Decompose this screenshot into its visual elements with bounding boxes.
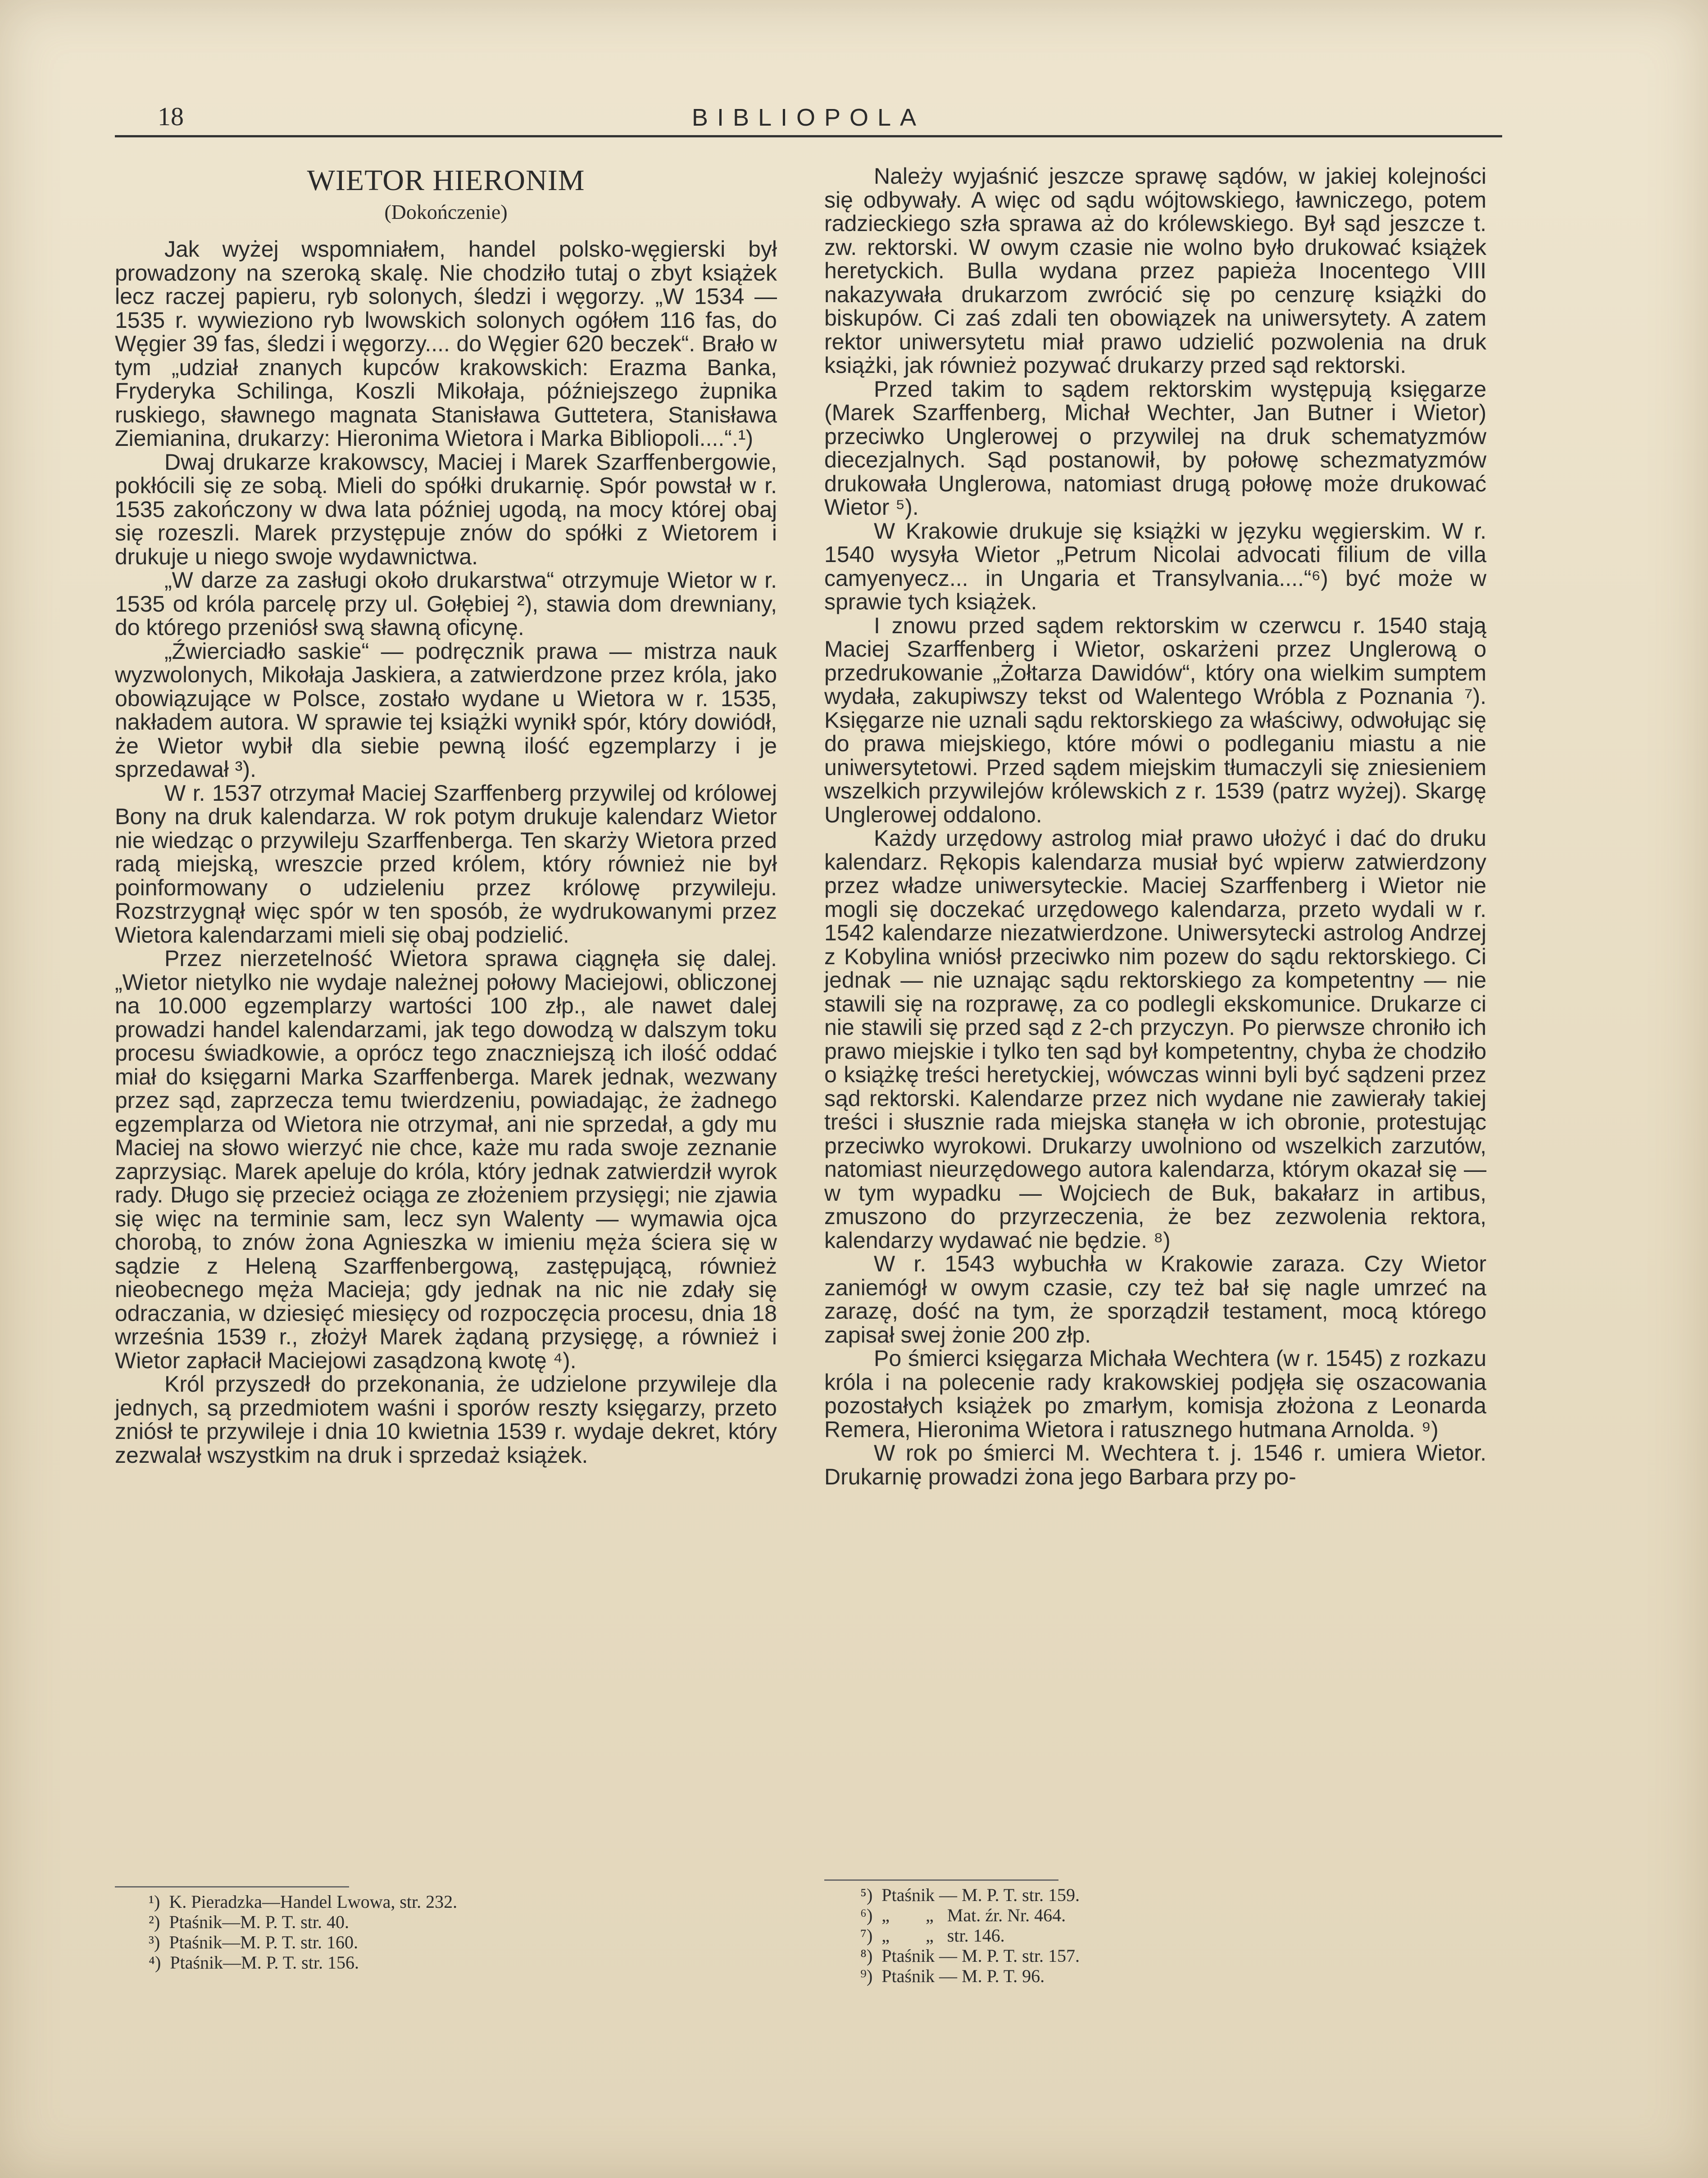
footnote: ³) Ptaśnik—M. P. T. str. 160. (149, 1932, 359, 1952)
paragraph: I znowu przed sądem rektorskim w czerwcu r. 1540 stają Maciej Szarffenberg i Wietor, oskarżeni przez Unglerową o przedrukowanie „Żołtarza Dawidów“, który ona wielkim sumptem wydała, zakupiwszy tekst od Walentego Wróbla z Poznania ⁷). Księgarze nie uznali sądu rektorskiego za właściwy, odwołując się do prawa miejskiego, które mówi o podleganiu miastu a nie uniwersytetowi. Przed sądem miejskim tłumaczyli się zniesieniem wszelkich przywilejów królewskich z r. 1539 (patrz wyżej). Skargę Unglerowej oddalono. (824, 613, 1486, 827)
running-title: BIBLIOPOLA (691, 104, 926, 131)
paragraph: Jak wyżej wspomniałem, handel polsko-węgierski był prowadzony na szeroką skalę. Nie chodziło tutaj o zbyt książek lecz raczej papieru, ryb solonych, śledzi i węgorzy. „W 1534 — 1535 r. wywieziono ryb lwowskich solonych ogółem 116 fas, do Węgier 39 fas, śledzi i węgorzy.... do Węgier 620 beczek“. Brało w tym „udział znanych kupców krakowskich: Erazma Banka, Fryderyka Schilinga, Koszli Mikołaja, późniejszego żupnika ruskiego, sławnego magnata Stanisława Guttetera, Stanisława Ziemianina, drukarzy: Hieronima Wietora i Marka Bibliopoli....“.¹) (115, 236, 777, 451)
paragraph: W r. 1543 wybuchła w Krakowie zaraza. Czy Wietor zaniemógł w owym czasie, czy też bał się nagle umrzeć na zarazę, dość na tym, że sporządził testament, mocą którego zapisał swej żonie 200 złp. (824, 1251, 1486, 1348)
footnotes-right (860, 1885, 1401, 1986)
paragraph: Przez nierzetelność Wietora sprawa ciągnęła się dalej. „Wietor nietylko nie wydaje należnej połowy Maciejowi, obliczonej na 10.000 egzemplarzy wartości 100 złp., ale nawet dalej prowadzi handel kalendarzami, jak tego dowodzą w dalszym toku procesu świadkowie, a oprócz tego znaczniejszą ich ilość oddać miał do księgarni Marka Szarffenberga. Marek jednak, wezwany przez sąd, zaprzecza temu twierdzeniu, powiadając, że żadnego egzemplarza od Wietora nie otrzymał, ani nie sprzedał, a gdy mu Maciej na słowo wierzyć nie chce, każe mu rada swoje zeznanie zaprzysiąc. Marek apeluje do króla, który jednak zatwierdził wyrok rady. Długo się przecież ociąga ze złożeniem przysięgi; nie zjawia się więc na terminie sam, lecz syn Walenty — wymawia ojca chorobą, to znów żona Agnieszka w imieniu męża ściera się w sądzie z Heleną Szarffenbergową, zastępującą, również nieobecnego męża Macieja; gdy jednak na nic nie zdały się odraczania, w dziesięć miesięcy od rozpoczęcia procesu, dnia 18 września 1539 r., złożył Marek żądaną przysięgę, a również i Wietor zapłacił Maciejowi zasądzoną kwotę ⁴). (115, 946, 777, 1373)
footnote: ²) Ptaśnik—M. P. T. str. 40. (149, 1912, 350, 1932)
footnote: ⁶) „ „ Mat. źr. Nr. 464. (860, 1905, 1066, 1925)
paragraph: W r. 1537 otrzymał Maciej Szarffenberg przywilej od królowej Bony na druk kalendarza. W rok potym drukuje kalendarz Wietor nie wiedząc o przywileju Szarffenberga. Ten skarży Wietora przed radą miejską, wreszcie przed królem, który również nie był poinformowany o udzieleniu przez królowę przywileju. Rozstrzygnął więc spór w ten sposób, że wydrukowanymi przez Wietora kalendarzami mieli się obaj podzielić. (115, 780, 777, 948)
footnote: ¹) K. Pieradzka—Handel Lwowa, str. 232. (149, 1892, 458, 1912)
paragraph: W rok po śmierci M. Wechtera t. j. 1546 r. umiera Wietor. Drukarnię prowadzi żona jego Barbara przy po- (824, 1440, 1486, 1489)
footnote: ⁴) Ptaśnik—M. P. T. str. 156. (149, 1952, 359, 1973)
paragraph: Po śmierci księgarza Michała Wechtera (w r. 1545) z rozkazu króla i na polecenie rady krakowskiej podjęła się oszacowania pozostałych książek po zmarłym, komisja złożona z Leonarda Remera, Hieronima Wietora i ratusznego hutmana Arnolda. ⁹) (824, 1346, 1486, 1442)
footnotes-left (149, 1892, 689, 1973)
footnote: ⁷) „ „ str. 146. (860, 1925, 1005, 1946)
left-column (115, 164, 777, 1467)
page-header (115, 95, 1502, 137)
article-title: WIETOR HIERONIM (307, 164, 585, 197)
article-subtitle: (Dokończenie) (384, 200, 508, 223)
paragraph: Przed takim to sądem rektorskim występują księgarze (Marek Szarffenberg, Michał Wechter, Jan Butner i Wietor) przeciwko Unglerowej o przywilej na druk schematyzmów diecezjalnych. Sąd postanowił, by połowę schezmatyzmów drukowała Unglerowa, natomiast drugą połowę może drukować Wietor ⁵). (824, 376, 1486, 520)
paragraph: Dwaj drukarze krakowscy, Maciej i Marek Szarffenbergowie, pokłócili się ze sobą. Mieli do spółki drukarnię. Spór powstał w r. 1535 zakończony w dwa lata później ugodą, na mocy której obaj się rozeszli. Marek przystępuje znów do spółki z Wietorem i drukuje u niego swoje wydawnictwa. (115, 449, 777, 569)
footnote: ⁹) Ptaśnik — M. P. T. 96. (860, 1966, 1045, 1986)
paragraph: W Krakowie drukuje się książki w języku węgierskim. W r. 1540 wysyła Wietor „Petrum Nicolai advocati filium de villa camyenyecz... in Ungaria et Transylvania....“⁶) być może w sprawie tych książek. (824, 518, 1486, 614)
right-column (824, 164, 1486, 1488)
paragraph: Należy wyjaśnić jeszcze sprawę sądów, w jakiej kolejności się odbywały. A więc od sądu wójtowskiego, ławniczego, potem radzieckiego szła sprawa aż do królewskiego. Był sąd jeszcze t. zw. rektorski. W owym czasie nie wolno było drukować książek heretyckich. Bulla wydana przez papieża Inocentego VIII nakazywała drukarzom zwrócić się po cenzurę książki do biskupów. Ci zaś zdali ten obowiązek na uniwersytety. A zatem rektor uniwersytetu miał prawo udzielić pozwolenia na druk książki, jak również pozywać drukarzy przed sąd rektorski. (824, 163, 1486, 378)
paragraph: Każdy urzędowy astrolog miał prawo ułożyć i dać do druku kalendarz. Rękopis kalendarza musiał być wpierw zatwierdzony przez władze uniwersyteckie. Maciej Szarffenberg i Wietor nie mogli się doczekać urzędowego kalendarza, przeto wydali w r. 1542 kalendarze niezatwierdzone. Uniwersytecki astrolog Andrzej z Kobylina wniósł przeciwko nim pozew do sądu rektorskiego. Ci jednak — nie uznając sądu rektorskiego za kompetentny — nie stawili się na rozprawę, za co podlegli ekskomunice. Drukarze ci nie stawili się przed sąd z 2-ch przyczyn. Po pierwsze chroniło ich prawo miejskie i tylko ten sąd był kompetentny, chyba że chodziło o książkę treści heretyckiej, wówczas winni byli być sądzeni przez sąd rektorski. Kalendarze przez nich wydane nie zawierały takiej treści i słusznie rada miejska stanęła w ich obronie, protestując przeciwko wyrokowi. Drukarzy uwolniono od wszelkich zarzutów, natomiast nieurzędowego autora kalendarza, którym okazał się — w tym wypadku — Wojciech de Buk, bakałarz in artibus, zmuszono do przyrzeczenia, że bez zezwolenia rektora, kalendarzy wydawać nie będzie. ⁸) (824, 826, 1486, 1253)
footnote: ⁸) Ptaśnik — M. P. T. str. 157. (860, 1946, 1080, 1966)
footnote-divider (115, 1886, 349, 1888)
paragraph: Król przyszedł do przekonania, że udzielone przywileje dla jednych, są przedmiotem waśni i sporów reszty księgarzy, przeto zniósł te przywileje i dnia 10 kwietnia 1539 r. wydaje dekret, który zezwalał wszystkim na druk i sprzedaż książek. (115, 1371, 777, 1468)
paragraph: „Źwierciadło saskie“ — podręcznik prawa — mistrza nauk wyzwolonych, Mikołaja Jaskiera, a zatwierdzone przez króla, jako obowiązujące w Polsce, zostało wydane u Wietora w r. 1535, nakładem autora. W sprawie tej książki wynikł spór, który dowiódł, że Wietor wybił dla siebie pewną ilość egzemplarzy i je sprzedawał ³). (115, 638, 777, 782)
footnote-divider (824, 1879, 1058, 1881)
page-number: 18 (158, 102, 184, 131)
paragraph: „W darze za zasługi około drukarstwa“ otrzymuje Wietor w r. 1535 od króla parcelę przy ul. Gołębiej ²), stawia dom drewniany, do którego przeniósł swą sławną oficynę. (115, 567, 777, 640)
footnote: ⁵) Ptaśnik — M. P. T. str. 159. (860, 1885, 1080, 1905)
